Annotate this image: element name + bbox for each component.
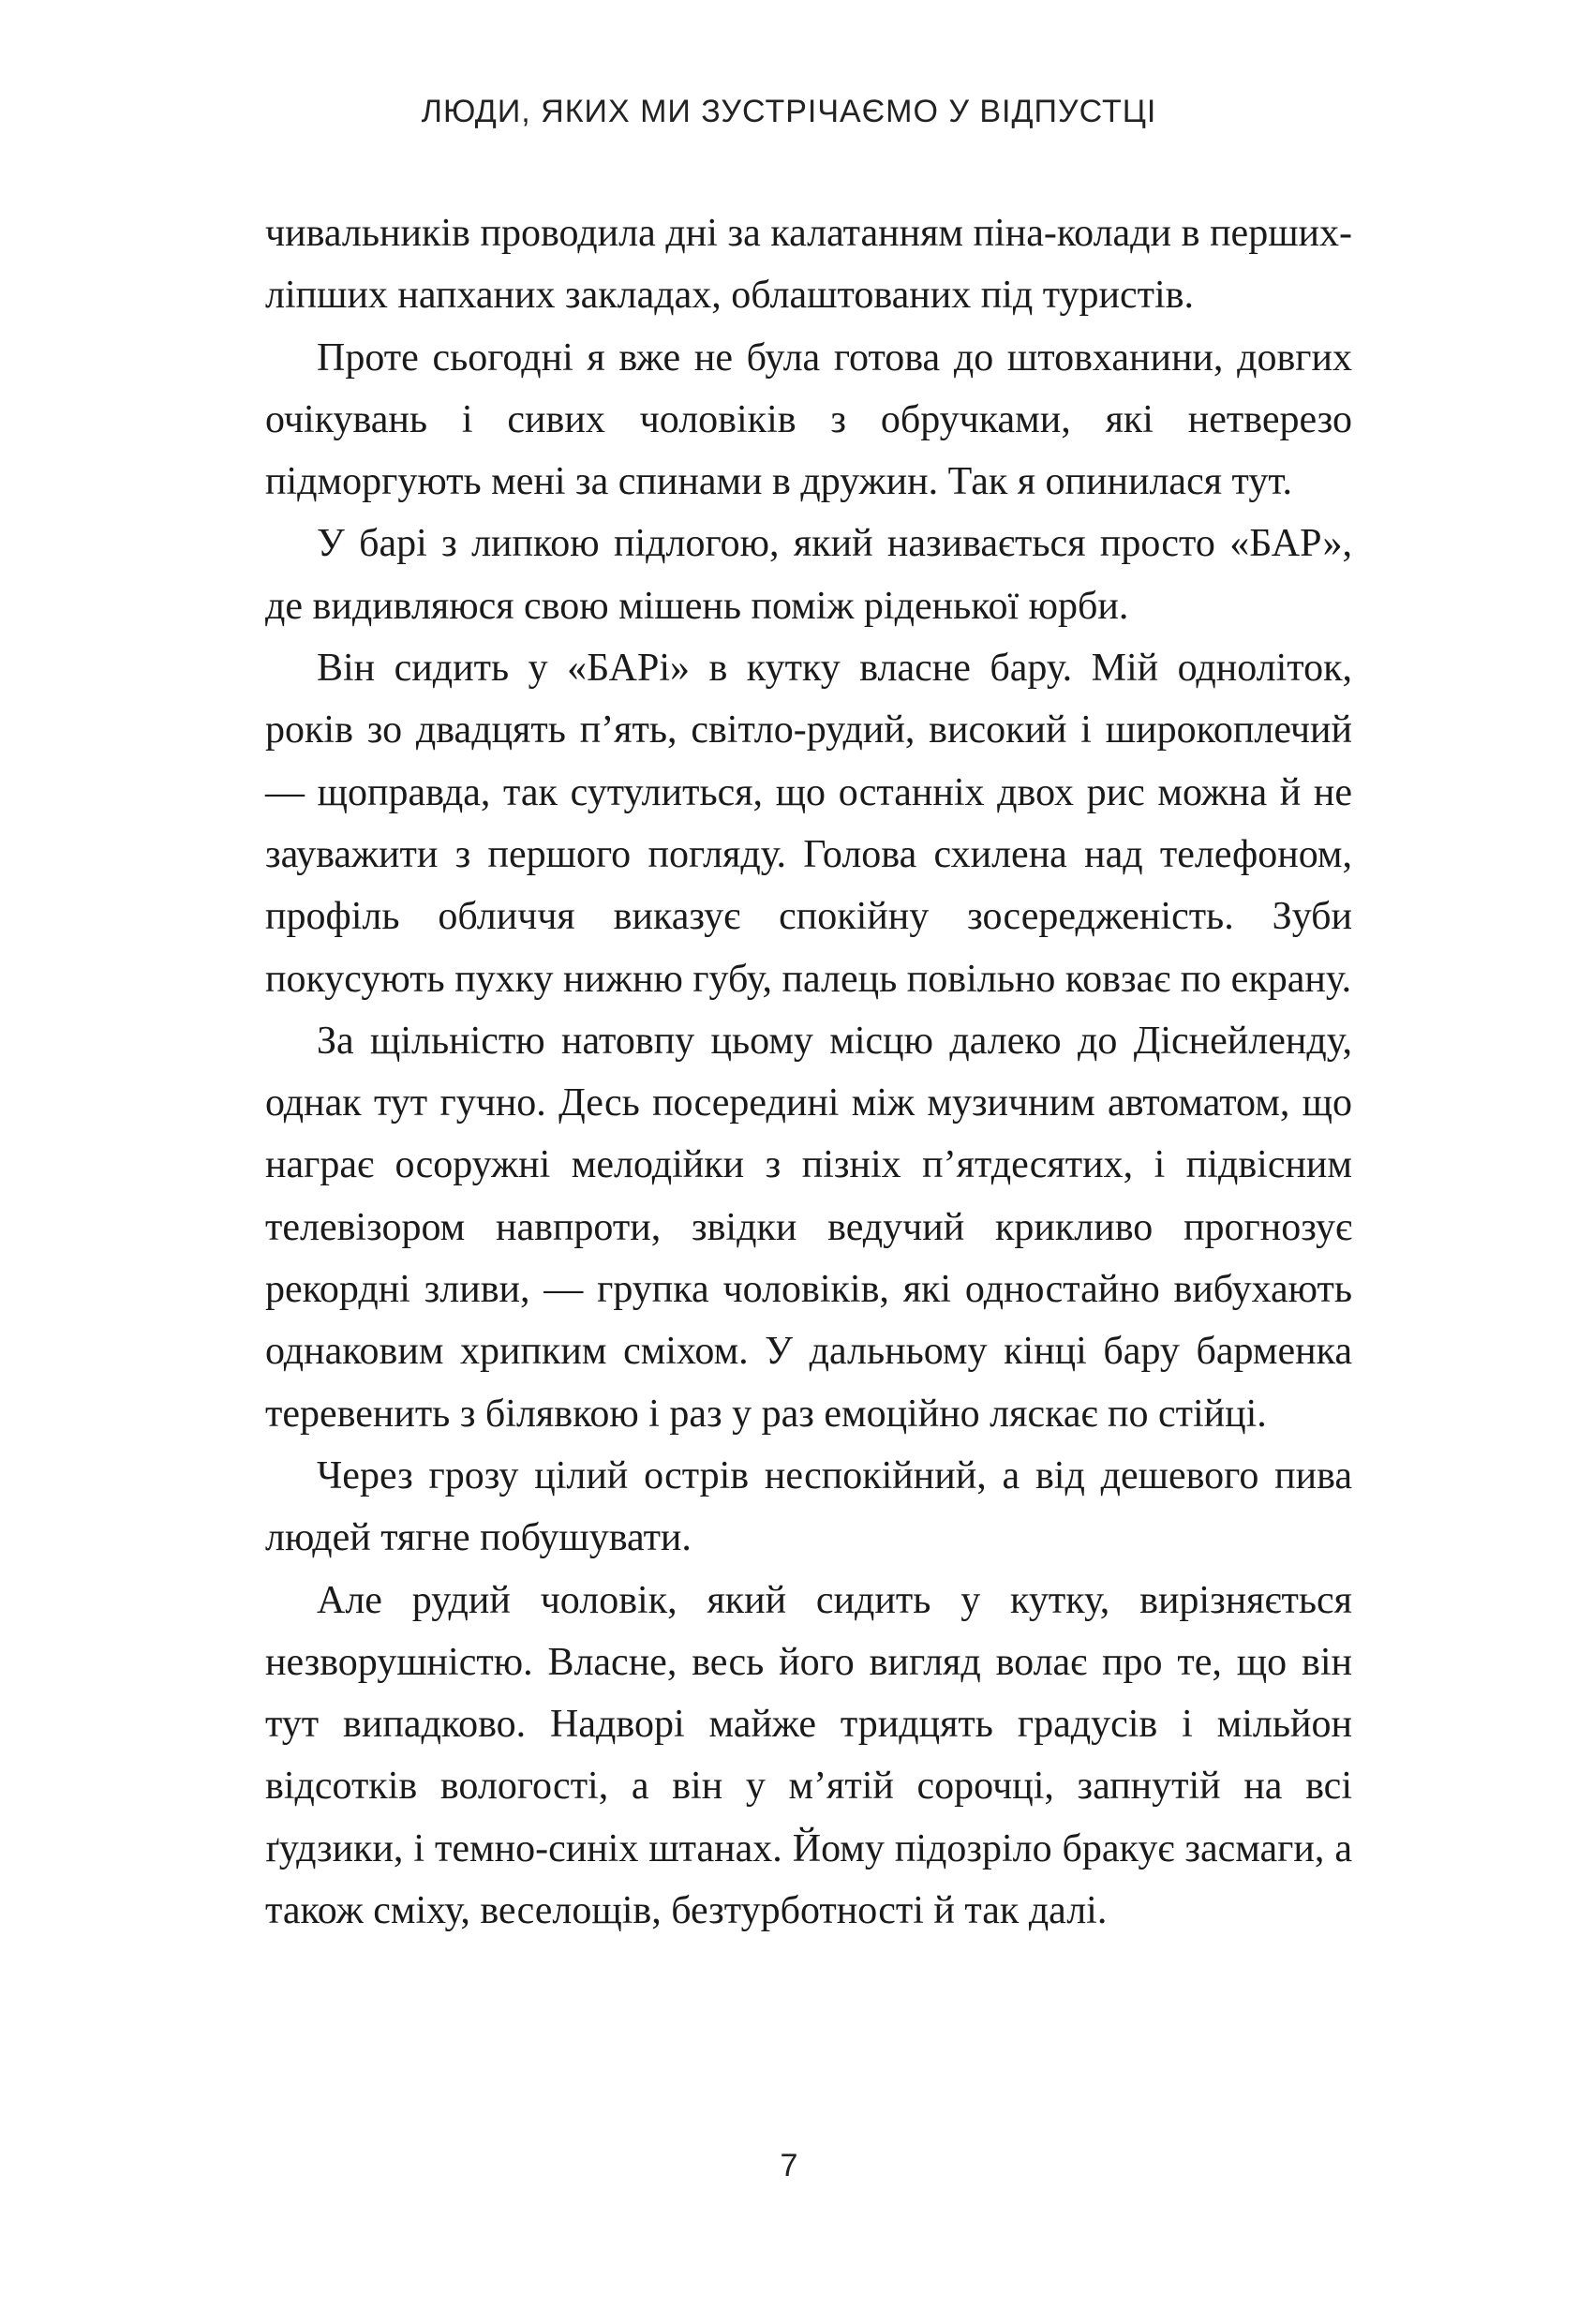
paragraph: У барі з липкою підлогою, який називається просто «БАР», де видивляюся свою мішень поміж ріденької юрби. bbox=[265, 522, 1352, 628]
running-header: ЛЮДИ, ЯКИХ МИ ЗУСТРІЧАЄМО У ВІДПУСТЦІ bbox=[421, 94, 1157, 129]
paragraph: Через грозу цілий острів неспокійний, а від дешевого пива людей тягне побушувати. bbox=[265, 1453, 1352, 1560]
paragraph: Проте сьогодні я вже не була готова до штовханини, довгих очікувань і сивих чоловіків з обручками, які нетверезо підморгують мені за спинами в дружин. Так я опинилася тут. bbox=[265, 335, 1352, 504]
paragraph-continued: чивальників проводила дні за калатанням піна-колади в перших-ліпших напханих закладах, облаштованих під туристів. bbox=[265, 212, 1352, 318]
body-text bbox=[265, 202, 1352, 1942]
paragraph: За щільністю натовпу цьому місцю далеко до Діснейленду, однак тут гучно. Десь посередині між музичним автоматом, що награє осоружні мелодійки з пізніх п’ятдесятих, і підвісним телевізором навпроти, звідки ведучий крикливо прогнозує рекордні зливи, — групка чоловіків, які одностайно вибухають однаковим хрипким сміхом. У дальньому кінці бару барменка теревенить з білявкою і раз у раз емоційно ляскає по стійці. bbox=[265, 1019, 1352, 1436]
paragraph: Він сидить у «БАРі» в кутку власне бару. Мій одноліток, років зо двадцять п’ять, світло-рудий, високий і широкоплечий — щоправда, так сутулиться, що останніх двох рис можна й не зауважити з першого погляду. Голова схилена над телефоном, профіль обличчя виказує спокійну зосередженість. Зуби покусують пухку нижню губу, палець повільно ковзає по екрану. bbox=[265, 647, 1352, 1001]
page-number: 7 bbox=[780, 2148, 798, 2183]
paragraph: Але рудий чоловік, який сидить у кутку, вирізняється незворушністю. Власне, весь його вигляд волає про те, що він тут випадково. Надворі майже тридцять градусів і мільйон відсотків вологості, а він у м’ятій сорочці, запнутій на всі ґудзики, і темно-синіх штанах. Йому підозріло бракує засмаги, а також сміху, веселощів, безтурботності й так далі. bbox=[265, 1578, 1352, 1933]
